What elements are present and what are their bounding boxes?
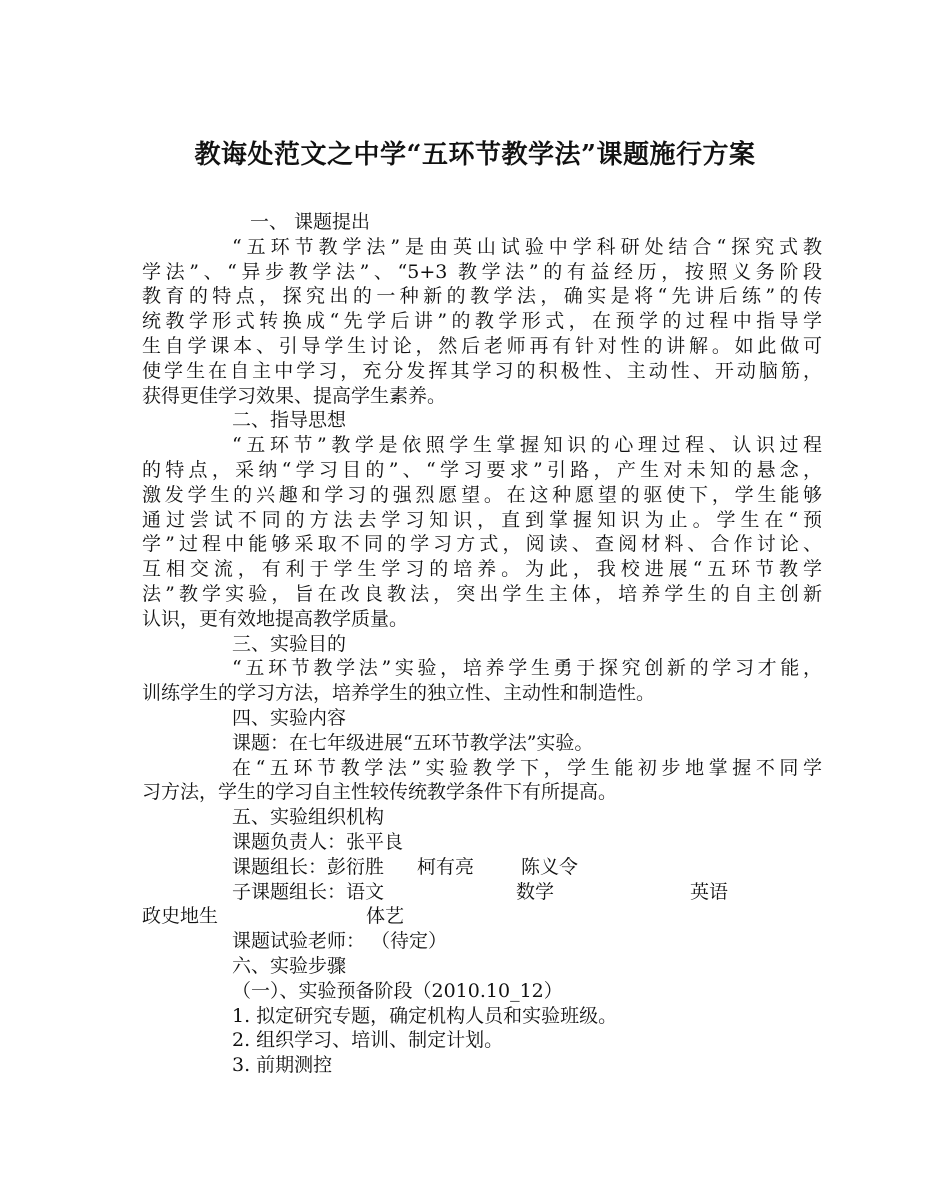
paragraph-line: 互相交流，有利于学生学习的培养。为此，我校进展“五环节教学 — [142, 558, 822, 581]
sub-subject: 英语 — [690, 880, 729, 903]
paragraph-line: 生自学课本、引导学生讨论，然后老师再有针对性的讲解。如此做可 — [142, 334, 822, 357]
paragraph-line: 统教学形式转换成“先学后讲”的教学形式，在预学的过程中指导学 — [142, 310, 822, 333]
paragraph-line: 激发学生的兴趣和学习的强烈愿望。在这种愿望的驱使下，学生能够 — [142, 483, 822, 506]
sub-subject: 政史地生 — [142, 905, 219, 928]
paragraph-line: 获得更佳学习效果、提高学生素养。 — [142, 384, 447, 407]
section-heading-1: 一、 课题提出 — [250, 211, 371, 233]
paragraph-line: 通过尝试不同的方法去学习知识，直到掌握知识为止。学生在“预 — [142, 508, 822, 531]
section-heading-2: 二、指导思想 — [232, 409, 347, 432]
paragraph-line: 学法”、“异步教学法”、“5+3 教学法”的有益经历，按照义务阶段 — [142, 260, 822, 283]
paragraph-line: “五环节教学法”实验，培养学生勇于探究创新的学习才能， — [232, 657, 822, 680]
section-heading-3: 三、实验目的 — [232, 632, 347, 655]
experiment-teachers: 课题试验老师： （待定） — [232, 930, 448, 953]
step-item: 2. 组织学习、培训、制定计划。 — [232, 1029, 504, 1052]
paragraph-line: 法”教学实验，旨在改良教法，突出学生主体，培养学生的自主创新 — [142, 582, 822, 605]
paragraph-line: 训练学生的学习方法，培养学生的独立性、主动性和制造性。 — [142, 682, 656, 705]
section-heading-4: 四、实验内容 — [232, 706, 347, 729]
paragraph-line: 的特点，采纳“学习目的”、“学习要求”引路，产生对未知的悬念， — [142, 458, 822, 481]
topic-line: 课题：在七年级进展“五环节教学法”实验。 — [232, 731, 594, 754]
paragraph-line: 认识，更有效地提高教学质量。 — [142, 607, 409, 630]
sub-subject: 体艺 — [366, 905, 405, 928]
group-leaders-label: 课题组长： — [232, 855, 328, 878]
paragraph-line: 使学生在自主中学习，充分发挥其学习的积极性、主动性、开动脑筋， — [142, 359, 822, 382]
subgroup-leaders — [142, 880, 822, 905]
group-member: 彭衍胜 — [327, 855, 385, 878]
paragraph-line: 学”过程中能够采取不同的学习方式，阅读、查阅材料、合作讨论、 — [142, 533, 822, 556]
project-leader: 课题负责人：张平良 — [232, 830, 404, 853]
subgroup-leaders-label: 子课题组长： — [232, 880, 347, 903]
subgroup-leaders-continued — [142, 904, 822, 929]
document-title: 教诲处范文之中学“五环节教学法”课题施行方案 — [194, 140, 756, 170]
group-member: 柯有亮 — [417, 855, 475, 878]
section-heading-5: 五、实验组织机构 — [232, 806, 385, 829]
group-member: 陈义令 — [521, 855, 579, 878]
paragraph-line: 在“五环节教学法”实验教学下，学生能初步地掌握不同学 — [232, 756, 822, 779]
step-item: 3. 前期测控 — [232, 1054, 333, 1077]
paragraph-line: “五环节教学法”是由英山试验中学科研处结合“探究式教 — [232, 235, 822, 258]
sub-subject: 语文 — [346, 880, 385, 903]
document-body — [142, 210, 822, 1078]
phase-heading: （一）、实验预备阶段（2010.10_12） — [232, 979, 563, 1002]
step-item: 1. 拟定研究专题，确定机构人员和实验班级。 — [232, 1004, 618, 1027]
paragraph-line: 教育的特点，探究出的一种新的教学法，确实是将“先讲后练”的传 — [142, 285, 822, 308]
paragraph-line: “五环节”教学是依照学生掌握知识的心理过程、认识过程 — [232, 434, 822, 457]
section-heading-6: 六、实验步骤 — [232, 954, 347, 977]
paragraph-line: 习方法，学生的学习自主性较传统教学条件下有所提高。 — [142, 781, 618, 804]
group-leaders — [142, 855, 822, 880]
sub-subject: 数学 — [516, 880, 555, 903]
